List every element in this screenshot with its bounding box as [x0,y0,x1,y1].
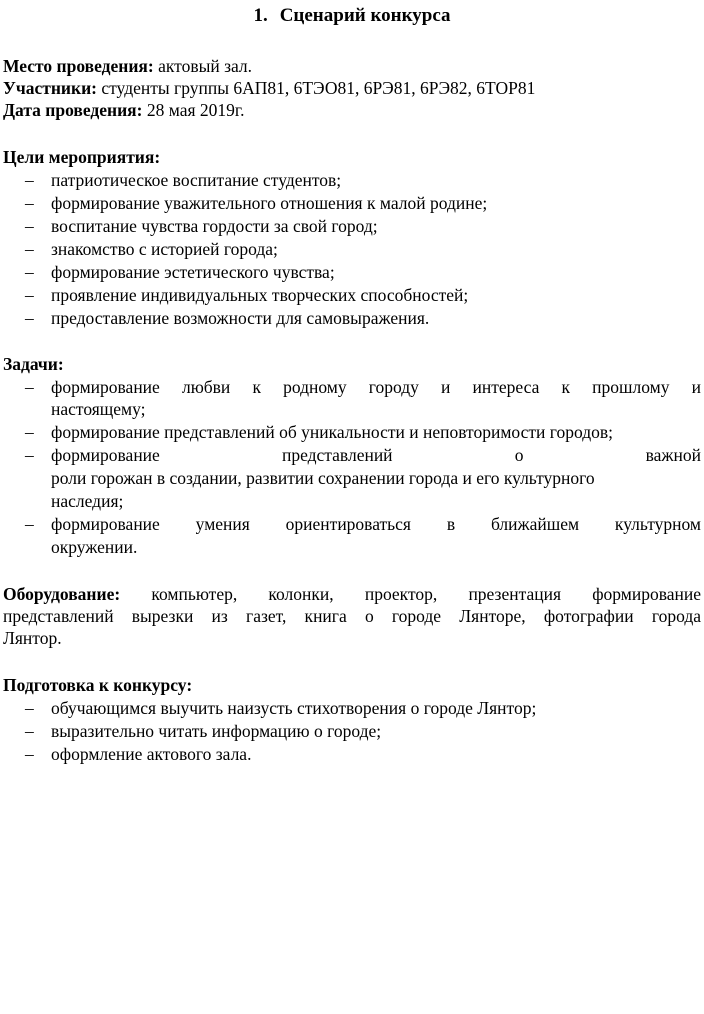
page-title [0,5,704,27]
bullet-dash: – [25,239,34,259]
bullet-dash: – [25,514,34,534]
task-item-line: формирование представлений об уникальности и неповторимости городов; [51,422,614,442]
tasks-heading: Задачи: [3,354,64,374]
preparation-item: обучающимся выучить наизусть стихотворения о городе Лянтор; [51,698,537,718]
venue-label: Место проведения: [3,56,154,76]
preparation-item: оформление актового зала. [51,744,252,764]
bullet-dash: – [25,698,34,718]
goals-heading: Цели мероприятия: [3,147,161,167]
task-item-line: окружении. [51,537,138,557]
equipment-value: компьютер, колонки, проектор, презентация формирование [120,584,701,604]
title-number: 1. [253,5,268,26]
preparation-heading: Подготовка к конкурсу: [3,675,193,695]
bullet-dash: – [25,170,34,190]
date-value: 28 мая 2019г. [142,100,245,120]
venue-line [3,55,252,77]
task-item-line: формирование умения ориентироваться в ближайшем культурном [51,514,701,534]
goal-item: воспитание чувства гордости за свой город; [51,216,378,236]
venue-value: актовый зал. [153,56,253,76]
goal-item: формирование эстетического чувства; [51,262,335,282]
bullet-dash: – [25,445,34,465]
title-text: Сценарий конкурса [279,5,451,26]
goal-item: патриотическое воспитание студентов; [51,170,342,190]
task-item-line: формирование любви к родному городу и интереса к прошлому и [51,377,701,397]
equipment-line: представлений вырезки из газет, книга о городе Лянторе, фотографии города [3,606,701,626]
preparation-item: выразительно читать информацию о городе; [51,721,382,741]
task-item-line: формирование представлений о важной [51,445,701,465]
bullet-dash: – [25,744,34,764]
task-item-line: роли горожан в создании, развитии сохранении города и его культурного [51,468,595,488]
task-item-line: наследия; [51,491,124,511]
date-label: Дата проведения: [3,100,143,120]
equipment-line: Лянтор. [3,628,62,648]
bullet-dash: – [25,262,34,282]
participants-value: студенты группы 6АП81, 6ТЭО81, 6РЭ81, 6РЭ82, 6ТОР81 [97,78,536,98]
bullet-dash: – [25,422,34,442]
bullet-dash: – [25,216,34,236]
date-line [3,99,244,121]
participants-line [3,77,535,99]
participants-label: Участники: [3,78,97,98]
equipment-label: Оборудование: [3,584,121,604]
goal-item: проявление индивидуальных творческих способностей; [51,285,469,305]
task-item-line: настоящему; [51,399,146,419]
bullet-dash: – [25,308,34,328]
bullet-dash: – [25,721,34,741]
goal-item: знакомство с историей города; [51,239,278,259]
bullet-dash: – [25,377,34,397]
goal-item: предоставление возможности для самовыражения. [51,308,430,328]
equipment-line [3,583,701,605]
goal-item: формирование уважительного отношения к малой родине; [51,193,488,213]
bullet-dash: – [25,285,34,305]
bullet-dash: – [25,193,34,213]
